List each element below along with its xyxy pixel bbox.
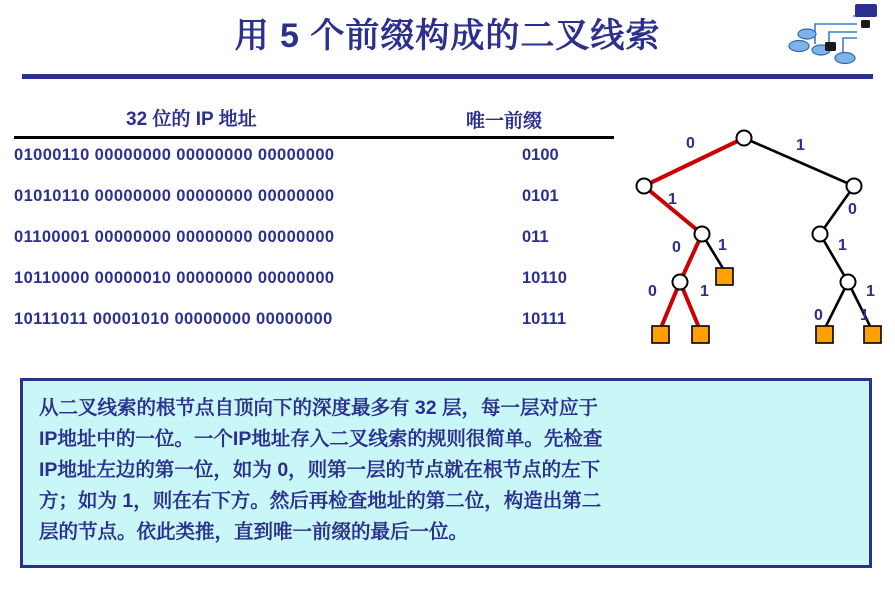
- title-divider: [22, 74, 873, 79]
- edge-label: 0: [686, 135, 695, 152]
- cell-address: 01000110 00000000 00000000 00000000: [14, 146, 335, 164]
- note-box: [20, 378, 872, 568]
- cell-address: 01100001 00000000 00000000 00000000: [14, 228, 335, 246]
- edge-label: 0: [814, 307, 823, 324]
- binary-trie-diagram: [608, 118, 888, 368]
- cell-address: 01010110 00000000 00000000 00000000: [14, 187, 335, 205]
- note-line: 层的节点。依此类推，直到唯一前缀的最后一位。: [39, 521, 469, 543]
- note-line: 方；如为 1，则在右下方。然后再检查地址的第二位，构造出第二: [39, 490, 602, 512]
- edge-label: 1: [860, 307, 869, 324]
- network-icon: [785, 2, 881, 70]
- cell-address: 10110000 00000010 00000000 00000000: [14, 269, 335, 287]
- edge-label: 1: [796, 137, 805, 154]
- cell-prefix: 10110: [522, 269, 567, 287]
- page-title: 用 5 个前缀构成的二叉线索: [234, 17, 661, 55]
- edge-label: 1: [700, 283, 709, 300]
- table-header-address: 32 位的 IP 地址: [126, 109, 257, 130]
- edge-label: 1: [718, 237, 727, 254]
- cell-prefix: 0100: [522, 146, 559, 164]
- edge-label: 1: [838, 237, 847, 254]
- edge-label: 0: [672, 239, 681, 256]
- note-line: 从二叉线索的根节点自顶向下的深度最多有 32 层，每一层对应于: [39, 397, 599, 419]
- table-header-divider: [14, 136, 614, 139]
- edge-label: 1: [866, 283, 875, 300]
- cell-prefix: 011: [522, 228, 549, 246]
- note-text: [39, 393, 857, 548]
- edge-label: 0: [648, 283, 657, 300]
- cell-address: 10111011 00001010 00000000 00000000: [14, 310, 333, 328]
- edge-label: 1: [668, 191, 677, 208]
- cell-prefix: 10111: [522, 310, 567, 328]
- note-line: IP地址左边的第一位，如为 0，则第一层的节点就在根节点的左下: [39, 459, 601, 481]
- note-line: IP地址中的一位。一个IP地址存入二叉线索的规则很简单。先检查: [39, 428, 603, 450]
- edge-label: 0: [848, 201, 857, 218]
- cell-prefix: 0101: [522, 187, 559, 205]
- table-header-prefix: 唯一前缀: [466, 111, 543, 132]
